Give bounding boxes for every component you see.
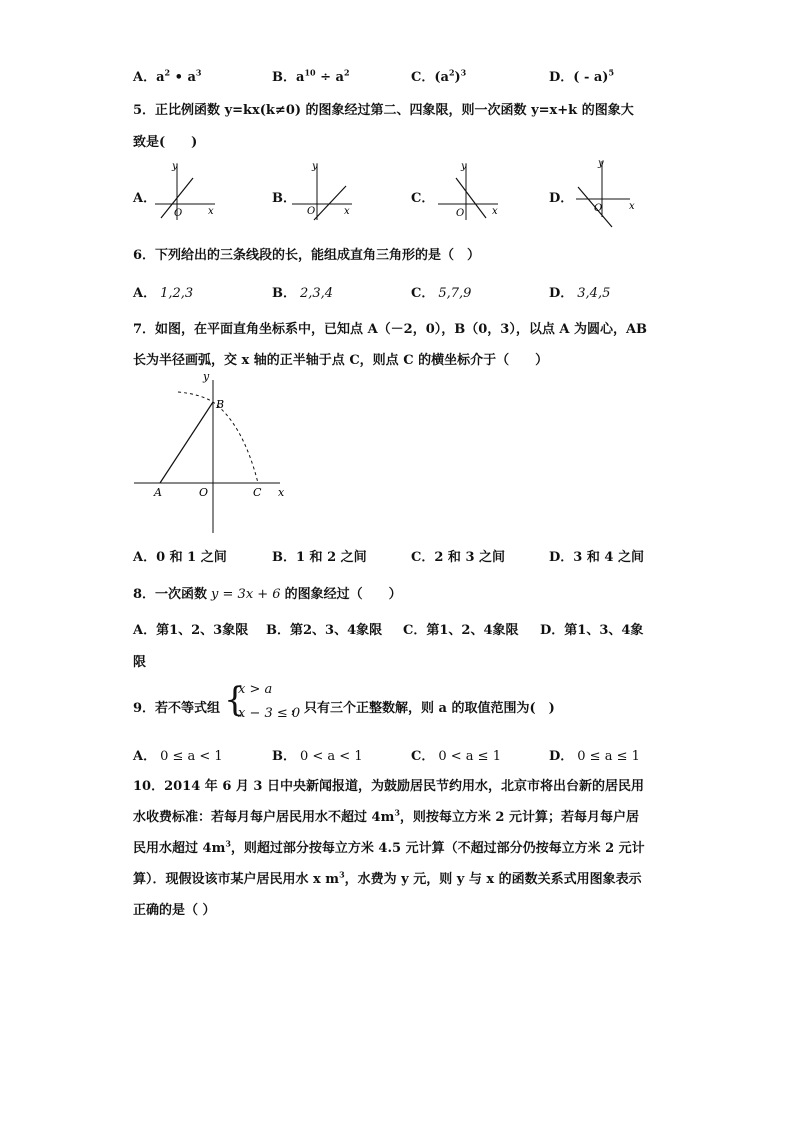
q10-stem-line4: 算）．现假设该市某户居民用水 x $m^3$，水费为 y 元，则 y 与 x 的函数关系式用图象表示: [133, 869, 642, 887]
q7-stem-line2: 长为半径画弧，交 x 轴的正半轴于点 C，则点 C 的横坐标介于（ ）: [133, 353, 549, 368]
q7-option-b: B．1 和 2 之间: [272, 550, 367, 565]
q9-option-a: A． 0 ≤ a < 1: [133, 749, 223, 764]
q6-option-b: B． 2,3,4: [272, 286, 334, 301]
q7-stem-line1: 7．如图，在平面直角坐标系中，已知点 A（－2，0），B（0，3），以点 A 为圆心，AB: [133, 322, 648, 337]
q8-option-c: C．第1、2、4象限: [403, 623, 519, 638]
q7-figure: [130, 368, 300, 538]
q5-c-origin: O: [456, 208, 465, 219]
q7-fig-origin: O: [199, 486, 209, 499]
q9-option-c: C． 0 < a ≤ 1: [411, 749, 501, 764]
q8-option-b: B．第2、3、4象限: [266, 623, 383, 638]
q5-option-d-label: D．: [549, 191, 574, 206]
q5-stem-line1: 5．正比例函数 y=kx(k≠0) 的图象经过第二、四象限，则一次函数 y=x+k 的图象大: [133, 103, 634, 118]
q5-option-b-label: B．: [272, 191, 296, 206]
q9-stem-pre: 9．若不等式组: [133, 701, 221, 716]
q5-c-x-label: x: [492, 206, 498, 217]
q5-a-x-label: x: [208, 206, 214, 217]
q5-option-c-label: C．: [411, 191, 435, 206]
q5-c-y-label: y: [461, 161, 467, 172]
q6-option-a: A． 1,2,3: [133, 286, 194, 301]
q7-option-d: D．3 和 4 之间: [549, 550, 644, 565]
q5-d-y-label: y: [598, 158, 604, 169]
q5-a-y-label: y: [172, 161, 178, 172]
q5-graph-b: [292, 160, 362, 222]
q5-stem-line2: 致是( ): [133, 135, 198, 150]
q9-inequality-1: x > a: [238, 682, 273, 697]
q10-stem-line2: 水收费标准：若每月每户居民用水不超过 $4m^3$，则按每立方米 2 元计算；若每月每户居: [133, 807, 640, 825]
q8-option-a: A．第1、2、3象限: [133, 623, 249, 638]
q6-stem: 6．下列给出的三条线段的长，能组成直角三角形的是（ ）: [133, 248, 481, 263]
q6-option-c: C． 5,7,9: [411, 286, 472, 301]
q10-stem-line1: 10．2014 年 6 月 3 日中央新闻报道，为鼓励居民节约用水，北京市将出台新的居民用: [133, 779, 644, 794]
q5-d-origin: O: [594, 203, 603, 214]
q9-option-d: D． 0 ≤ a ≤ 1: [549, 749, 640, 764]
q9-inequality-2: x − 3 ≤ 0: [238, 706, 301, 721]
q5-graph-a: [155, 160, 225, 222]
q5-b-x-label: x: [344, 206, 350, 217]
q5-graph-d: [574, 155, 646, 233]
q5-d-x-label: x: [629, 201, 635, 212]
q7-fig-x-label: x: [278, 486, 285, 499]
q4-option-b: B．$a^{10} \div a^2$: [272, 67, 350, 85]
q7-fig-point-c: C: [253, 486, 262, 499]
q4-option-d: D．( - a)$^5$: [549, 67, 615, 85]
q5-graph-c: [438, 160, 508, 222]
q7-fig-y-label: y: [203, 370, 210, 383]
q7-option-a: A．0 和 1 之间: [133, 550, 227, 565]
q5-b-origin: O: [307, 206, 316, 217]
q4-option-c: C．$(a^2)^3$: [411, 67, 467, 85]
q4-option-a: A．$a^2$ • $a^3$: [133, 67, 202, 85]
q8-option-d-continued: 限: [133, 655, 147, 670]
q8-option-d: D．第1、3、4象: [540, 623, 644, 638]
q9-option-b: B． 0 < a < 1: [272, 749, 363, 764]
q5-option-a-label: A．: [133, 191, 157, 206]
q10-stem-line3: 民用水超过 $4m^3$，则超过部分按每立方米 4.5 元计算（不超过部分仍按每立方米 2 元计: [133, 838, 645, 856]
q9-brace: {: [224, 680, 246, 720]
q7-fig-point-a: A: [154, 486, 162, 499]
q8-stem: 8．一次函数 y = 3x + 6 的图象经过（ ）: [133, 587, 402, 602]
q6-option-d: D． 3,4,5: [549, 286, 611, 301]
q7-option-c: C．2 和 3 之间: [411, 550, 506, 565]
q10-stem-line5: 正确的是（ ）: [133, 903, 216, 918]
q5-b-y-label: y: [312, 161, 318, 172]
q5-a-origin: O: [174, 208, 183, 219]
q7-fig-point-b: B: [216, 398, 225, 411]
q8-formula: y = 3x + 6: [211, 587, 281, 602]
q9-stem-post: ，只有三个正整数解，则 a 的取值范围为( ): [291, 701, 555, 716]
